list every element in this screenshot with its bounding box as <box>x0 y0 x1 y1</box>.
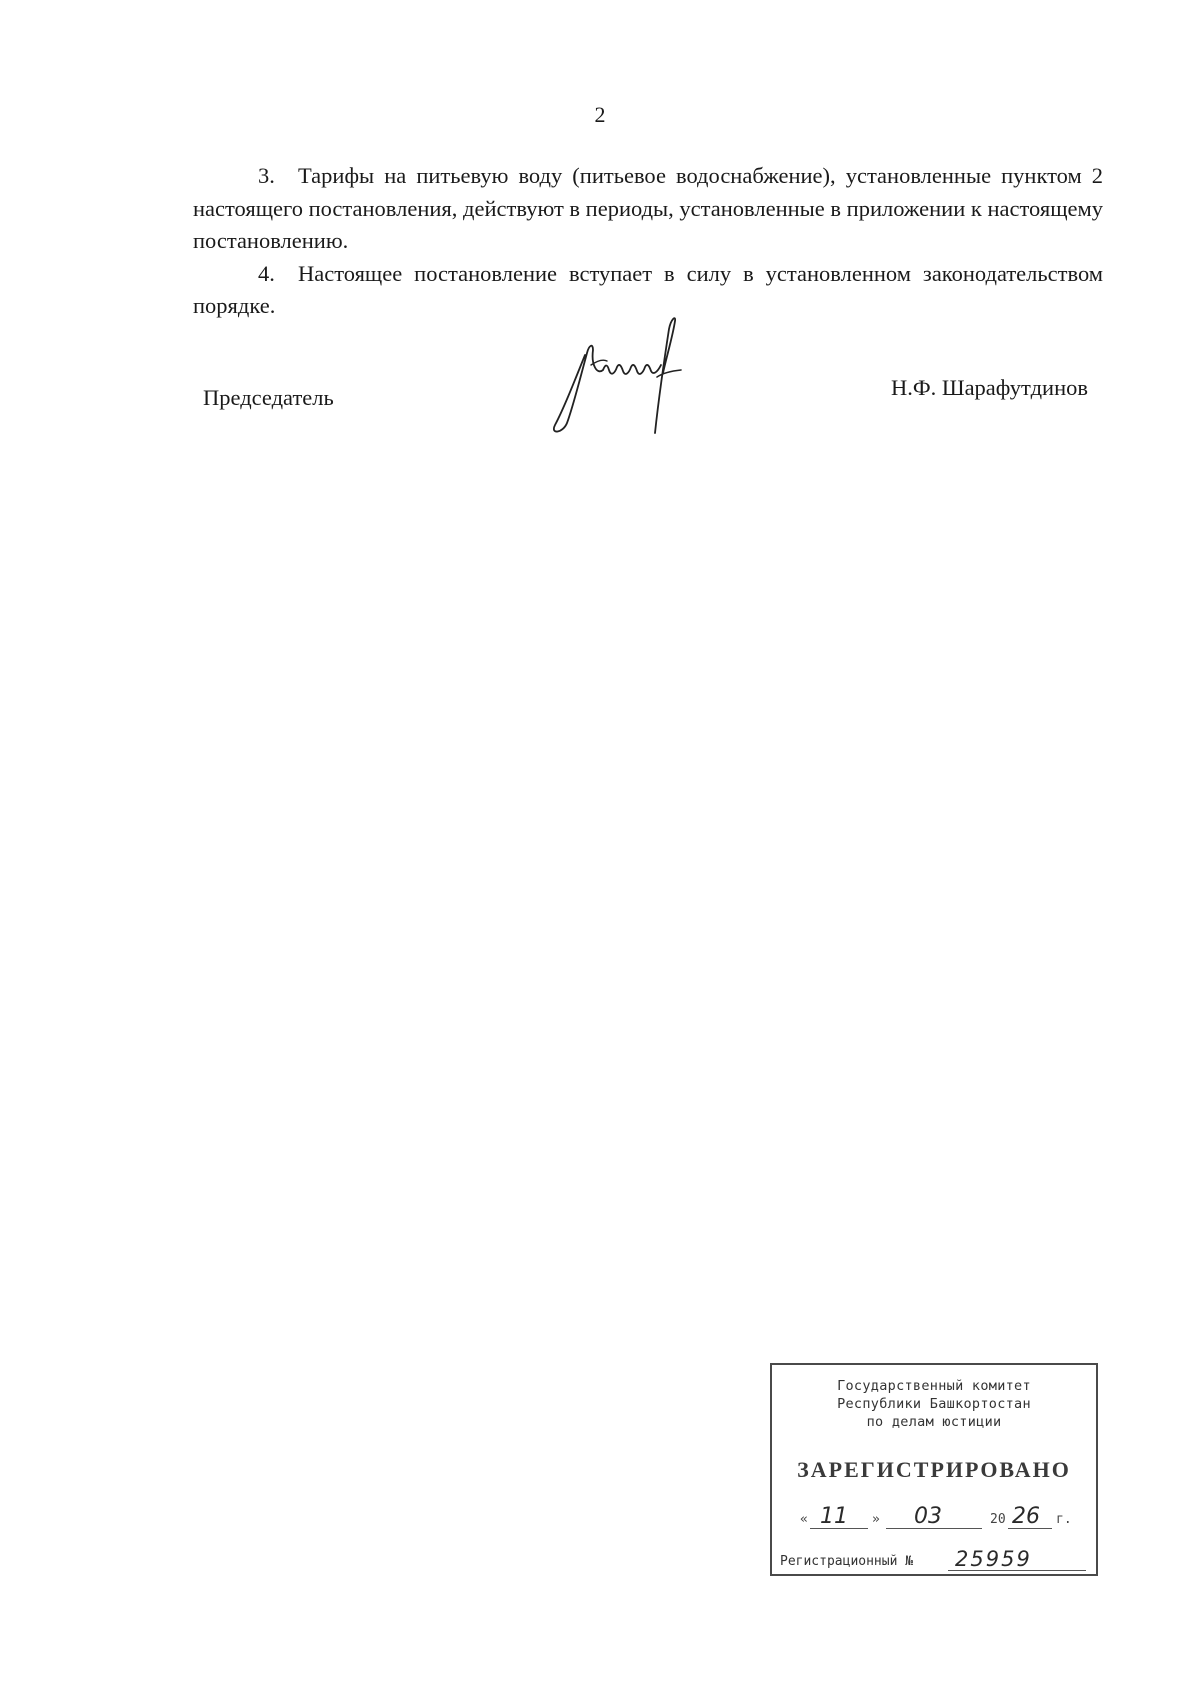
stamp-reg-number: 25959 <box>955 1547 1032 1571</box>
paragraph-text: Тарифы на питьевую воду (питьевое водоснабжение), установленные пунктом 2 настоящего постановления, действуют в периоды, установленные в приложении к настоящему постановлению. <box>193 163 1103 253</box>
paragraph-3 <box>193 160 1103 258</box>
paragraph-number: 4. <box>258 260 275 286</box>
stamp-close-quote: » <box>872 1512 880 1527</box>
stamp-open-quote: « <box>800 1512 808 1527</box>
stamp-registration <box>780 1545 1088 1571</box>
paragraph-4 <box>193 258 1103 323</box>
document-body <box>193 160 1103 323</box>
stamp-reg-label: Регистрационный № <box>780 1554 914 1569</box>
paragraph-text: Настоящее постановление вступает в силу в установленном законодательством порядке. <box>193 260 1103 318</box>
stamp-year-suffix: 26 <box>1012 1504 1040 1529</box>
signatory-name: Н.Ф. Шарафутдинов <box>890 375 1088 400</box>
stamp-day: 11 <box>820 1504 848 1529</box>
registration-stamp <box>770 1363 1098 1576</box>
stamp-organization <box>772 1377 1096 1431</box>
stamp-title: ЗАРЕГИСТРИРОВАНО <box>797 1457 1071 1482</box>
page-number: 2 <box>594 102 606 127</box>
stamp-year-abbrev: г. <box>1056 1512 1072 1527</box>
stamp-org-line: Государственный комитет <box>837 1378 1031 1394</box>
handwritten-signature <box>545 315 690 437</box>
paragraph-number: 3. <box>258 163 275 188</box>
signatory-position: Председатель <box>203 385 334 410</box>
stamp-org-line: Республики Башкортостан <box>837 1396 1031 1412</box>
stamp-month: 03 <box>914 1504 942 1529</box>
stamp-year-prefix: 20 <box>990 1512 1006 1527</box>
stamp-date <box>800 1501 1078 1529</box>
stamp-org-line: по делам юстиции <box>866 1414 1002 1430</box>
